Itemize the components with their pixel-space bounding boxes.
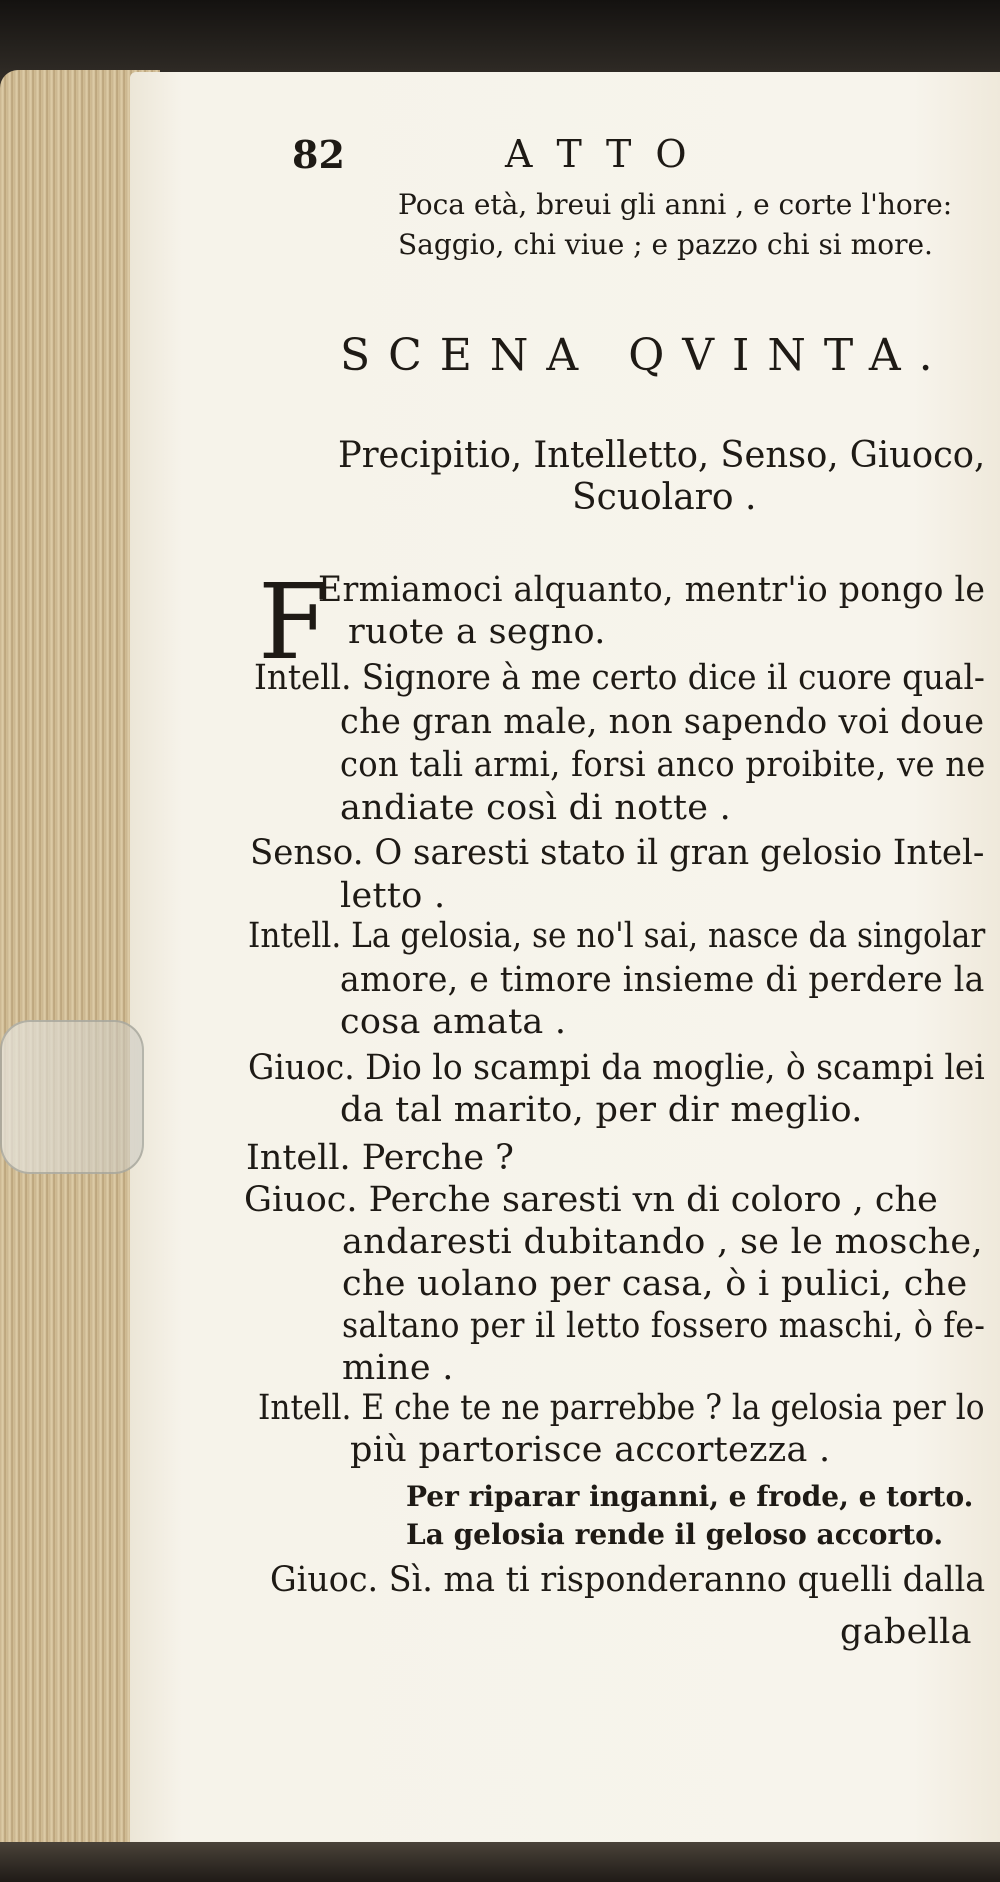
- verse-line: Per riparar inganni, e frode, e torto.: [406, 1480, 974, 1513]
- text-line: saltano per il letto fossero maschi, ò fe-: [342, 1306, 986, 1346]
- speech-line: Intell. E che te ne parrebbe ? la gelosia per lo: [258, 1388, 985, 1428]
- verse-line: Poca età, breui gli anni , e corte l'hore:: [398, 188, 953, 221]
- speech-line: Senso. O saresti stato il gran gelosio Intel-: [250, 833, 985, 873]
- character-list: Scuolaro .: [572, 477, 757, 518]
- text-line: che uolano per casa, ò i pulici, che: [342, 1264, 968, 1304]
- book-bottom-edge: [0, 1842, 1000, 1882]
- text-line: andaresti dubitando , se le mosche,: [342, 1222, 983, 1262]
- scene-title: SCENA QVINTA.: [340, 330, 951, 381]
- character-list: Precipitio, Intelletto, Senso, Giuoco,: [338, 435, 986, 476]
- page-clip: [0, 1020, 144, 1174]
- text-line: mine .: [342, 1348, 454, 1388]
- speech-line: Giuoc. Sì. ma ti risponderanno quelli dalla: [270, 1560, 986, 1600]
- text-line: che gran male, non sapendo voi doue: [340, 702, 985, 742]
- speech-line: Intell. La gelosia, se no'l sai, nasce da singolar: [248, 916, 986, 956]
- speech-line: Intell. Signore à me certo dice il cuore qual-: [254, 658, 985, 698]
- text-line: da tal marito, per dir meglio.: [340, 1090, 863, 1130]
- text-line: cosa amata .: [340, 1002, 567, 1042]
- verse-line: Saggio, chi viue ; e pazzo chi si more.: [398, 228, 933, 261]
- running-title: A T T O: [505, 132, 693, 176]
- text-line: amore, e timore insieme di perdere la: [340, 960, 985, 1000]
- page-number: 82: [292, 132, 345, 177]
- speech-line: Giuoc. Dio lo scampi da moglie, ò scampi lei: [248, 1048, 985, 1088]
- verse-line: La gelosia rende il geloso accorto.: [406, 1518, 944, 1551]
- speech-line: Intell. Perche ?: [246, 1138, 514, 1178]
- text-line: andiate così di notte .: [340, 788, 732, 828]
- text-line: Ermiamoci alquanto, mentr'io pongo le: [318, 570, 986, 610]
- catchword: gabella: [840, 1612, 972, 1652]
- speech-line: Giuoc. Perche saresti vn di coloro , che: [244, 1180, 938, 1220]
- drop-cap: F: [258, 561, 331, 683]
- text-line: con tali armi, forsi anco proibite, ve ne: [340, 745, 986, 785]
- text-line: più partorisce accortezza .: [350, 1430, 831, 1470]
- text-line: ruote a segno.: [348, 612, 606, 652]
- text-line: letto .: [340, 876, 446, 916]
